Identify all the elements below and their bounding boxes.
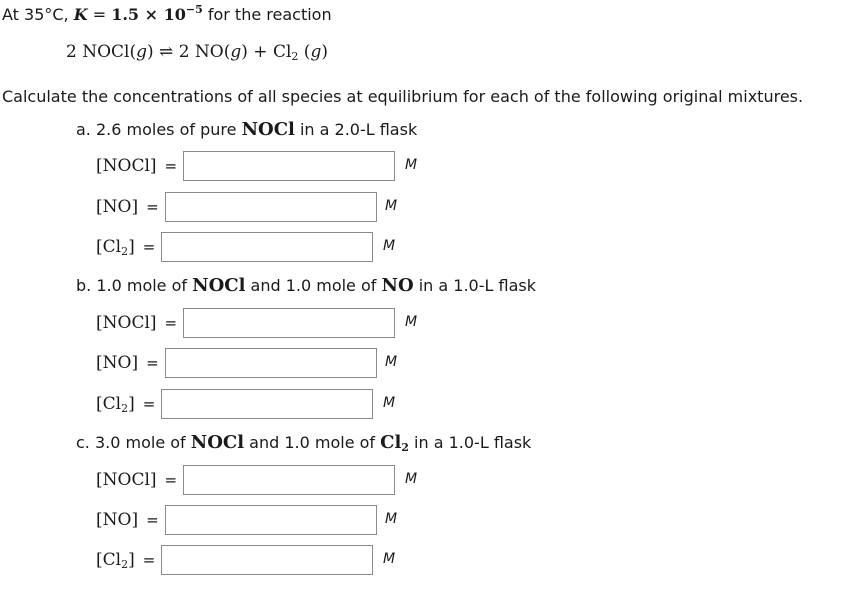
- part-a-heading: a. 2.6 moles of pure NOCl in a 2.0-L flask: [76, 119, 418, 140]
- row-c-cl2: [96, 545, 373, 575]
- unit-molar: M: [383, 238, 396, 254]
- equals-sign: =: [146, 354, 159, 372]
- intro-suffix: for the reaction: [202, 5, 332, 24]
- c-cl2-input[interactable]: [161, 545, 373, 575]
- unit-molar: M: [383, 395, 396, 411]
- part-b-heading: b. 1.0 mole of NOCl and 1.0 mole of NO in a 1.0-L flask: [76, 275, 536, 296]
- equals-sign: =: [142, 395, 156, 413]
- nocl-label: [NOCl]: [96, 156, 157, 176]
- no-label: [NO]: [96, 353, 139, 373]
- equals-sign: =: [142, 238, 156, 256]
- intro-line: [2, 3, 332, 24]
- equals-sign: =: [146, 511, 159, 529]
- k-exponent: −5: [185, 3, 203, 16]
- row-b-cl2: [96, 389, 373, 419]
- a-no-input[interactable]: [165, 192, 377, 222]
- c-nocl-input[interactable]: [183, 465, 395, 495]
- equals-sign: =: [164, 157, 178, 175]
- unit-molar: M: [383, 551, 396, 567]
- a-nocl-input[interactable]: [183, 151, 395, 181]
- b-no-input[interactable]: [165, 348, 377, 378]
- instruction-text: Calculate the concentrations of all species at equilibrium for each of the following original mixtures.: [2, 87, 804, 106]
- equals-sign: =: [142, 551, 156, 569]
- a-cl2-input[interactable]: [161, 232, 373, 262]
- cl2-label: $[Cl_2]$: [96, 236, 135, 258]
- intro-prefix: At 35°C,: [2, 5, 74, 24]
- b-nocl-input[interactable]: [183, 308, 395, 338]
- row-b-no: [96, 348, 377, 378]
- b-cl2-input[interactable]: [161, 389, 373, 419]
- row-c-no: [96, 505, 377, 535]
- no-label: [NO]: [96, 510, 139, 530]
- intro-equals: =: [87, 5, 112, 24]
- unit-molar: M: [405, 157, 418, 173]
- unit-molar: M: [405, 471, 418, 487]
- unit-molar: M: [385, 354, 398, 370]
- unit-molar: M: [385, 511, 398, 527]
- equals-sign: =: [164, 471, 178, 489]
- unit-molar: M: [385, 198, 398, 214]
- c-no-input[interactable]: [165, 505, 377, 535]
- equals-sign: =: [164, 314, 178, 332]
- part-c-heading: c. 3.0 mole of NOCl and 1.0 mole of $Cl_2$ in a 1.0-L flask: [76, 432, 532, 454]
- row-b-nocl: [96, 308, 395, 338]
- equals-sign: =: [146, 198, 159, 216]
- row-a-cl2: [96, 232, 373, 262]
- k-value: [111, 5, 203, 24]
- nocl-label: [NOCl]: [96, 313, 157, 333]
- row-a-nocl: [96, 151, 395, 181]
- cl2-label: $[Cl_2]$: [96, 549, 135, 571]
- no-label: [NO]: [96, 197, 139, 217]
- unit-molar: M: [405, 314, 418, 330]
- k-symbol: K: [73, 5, 88, 24]
- k-base: 1.5 × 10: [111, 5, 186, 24]
- cl2-label: $[Cl_2]$: [96, 393, 135, 415]
- nocl-label: [NOCl]: [96, 470, 157, 490]
- equilibrium-arrow-icon: ⇌: [159, 42, 174, 62]
- row-c-nocl: [96, 465, 395, 495]
- reaction-equation: 2 NOCl(g) ⇌ 2 $NO(g) + Cl_2$ (g): [66, 42, 328, 63]
- row-a-no: [96, 192, 377, 222]
